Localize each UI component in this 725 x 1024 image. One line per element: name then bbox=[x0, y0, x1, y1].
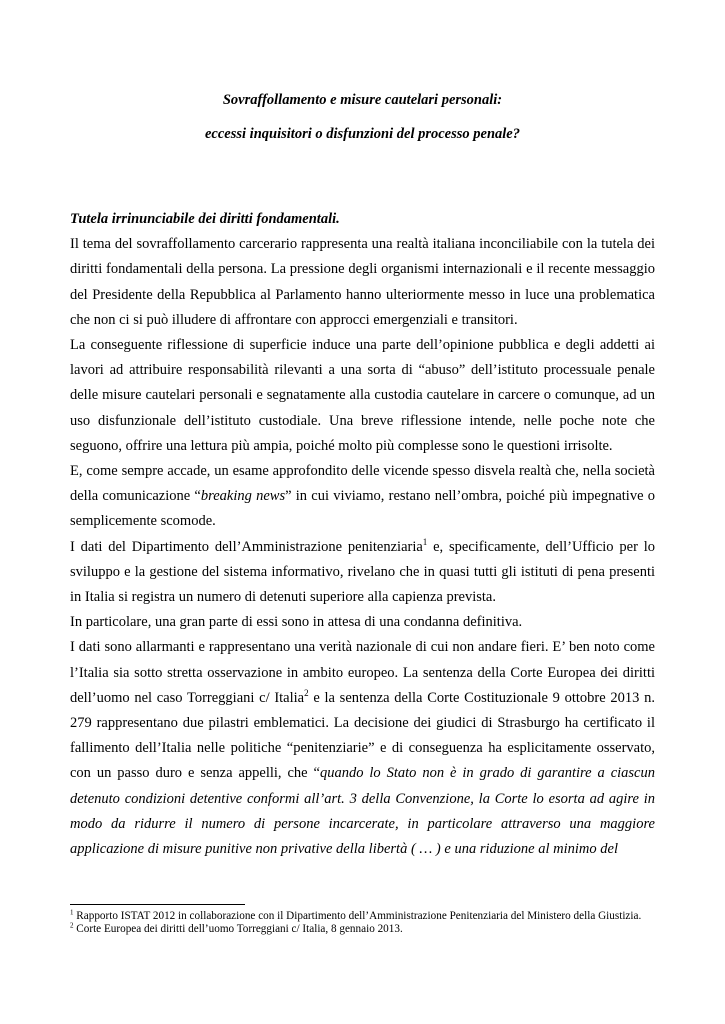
paragraph-5: In particolare, una gran parte di essi sono in attesa di una condanna definitiva. bbox=[70, 614, 523, 631]
section-heading: Tutela irrinunciabile dei diritti fondamentali. bbox=[70, 211, 340, 227]
paragraph-3-italic: breaking news bbox=[200, 488, 286, 505]
paragraph-3 bbox=[70, 459, 655, 535]
paragraph-4 bbox=[70, 535, 655, 611]
footnote-2 bbox=[70, 923, 660, 936]
paragraph-1: Il tema del sovraffollamento carcerario rappresenta una realtà italiana inconciliabile con la tutela dei diritti fondamentali della persona. La pressione degli organismi internazionali e il recente messaggio del Presidente della Repubblica al Parlamento hanno ulteriormente messo in luce una problematica che non ci si può illudere di affrontare con approcci emergenziali e transitori. bbox=[70, 236, 655, 328]
paragraph-4-text-a: I dati del Dipartimento dell’Amministrazione penitenziaria bbox=[70, 538, 423, 555]
footnote-separator bbox=[70, 904, 245, 905]
footnote-1-text: Rapporto ISTAT 2012 in collaborazione con il Dipartimento dell’Amministrazione Penitenziaria del Ministero della Giustizia. bbox=[73, 910, 642, 922]
footnote-2-text: Corte Europea dei diritti dell’uomo Torreggiani c/ Italia, 8 gennaio 2013. bbox=[73, 923, 403, 935]
footnote-1 bbox=[70, 910, 660, 923]
paragraph-6-text-b: e la sentenza della Corte Costituzionale 9 ottobre 2013 n. 279 rappresentano due pilastri emblematici. La decisione dei giudici di Strasburgo ha certificato il fallimento dell’Italia nelle politiche “penitenziarie” e di conseguenza ha esplicitamente osservato, con un passo duro e senza appelli, che “ bbox=[70, 689, 655, 782]
paragraph-3-text-b: ” in cui viviamo, restano nell’ombra, poiché più impegnative o semplicemente scomode. bbox=[70, 488, 655, 530]
footnote-ref-1[interactable]: 1 bbox=[422, 536, 428, 547]
paragraph-3-text-a: E, come sempre accade, un esame approfondito delle vicende spesso disvela realtà che, nella società della comunicazione “ bbox=[70, 463, 655, 505]
footnote-1-number: 1 bbox=[70, 908, 74, 917]
title-line-2: eccessi inquisitori o disfunzioni del processo penale? bbox=[205, 126, 520, 142]
paragraph-4-text-b: e, specificamente, dell’Ufficio per lo sviluppo e la gestione del sistema informativo, rivelano che in quasi tutti gli istituti di pena presenti in Italia si registra un numero di detenuti superiore alla capienza prevista. bbox=[70, 538, 655, 606]
footnote-2-number: 2 bbox=[70, 921, 74, 930]
title-line-1: Sovraffollamento e misure cautelari personali: bbox=[222, 92, 503, 108]
paragraph-6-text-a: I dati sono allarmanti e rappresentano una verità nazionale di cui non andare fieri. E’ ben noto come l’Italia sia sotto stretta osservazione in ambito europeo. La sentenza della Corte Europea dei diritti dell’uomo nel caso Torreggiani c/ Italia bbox=[70, 639, 655, 706]
footnote-ref-2[interactable]: 2 bbox=[304, 688, 309, 699]
paragraph-2: La conseguente riflessione di superficie induce una parte dell’opinione pubblica e degli addetti ai lavori ad attribuire responsabilità rilevanti a una sorta di “abuso” dell’istituto processuale penale delle misure cautelari personali e segnatamente alla custodia cautelare in carcere o comunque, ad un uso disfunzionale dell’istituto custodiale. Una breve riflessione intende, nelle poche note che seguono, offrire una lettura più ampia, poiché molto più complesse sono le questioni irrisolte. bbox=[70, 337, 655, 454]
paragraph-6-quote: quando lo Stato non è in grado di garantire a ciascun detenuto condizioni detentive conformi all’art. 3 della Convenzione, la Corte lo esorta ad agire in modo da ridurre il numero di persone incarcerate, in particolare attraverso una maggiore applicazione di misure punitive non privative della libertà ( … ) e una riduzione al minimo del bbox=[70, 765, 655, 858]
paragraph-6 bbox=[70, 635, 655, 862]
body-text bbox=[70, 207, 655, 862]
footnotes bbox=[70, 910, 660, 936]
